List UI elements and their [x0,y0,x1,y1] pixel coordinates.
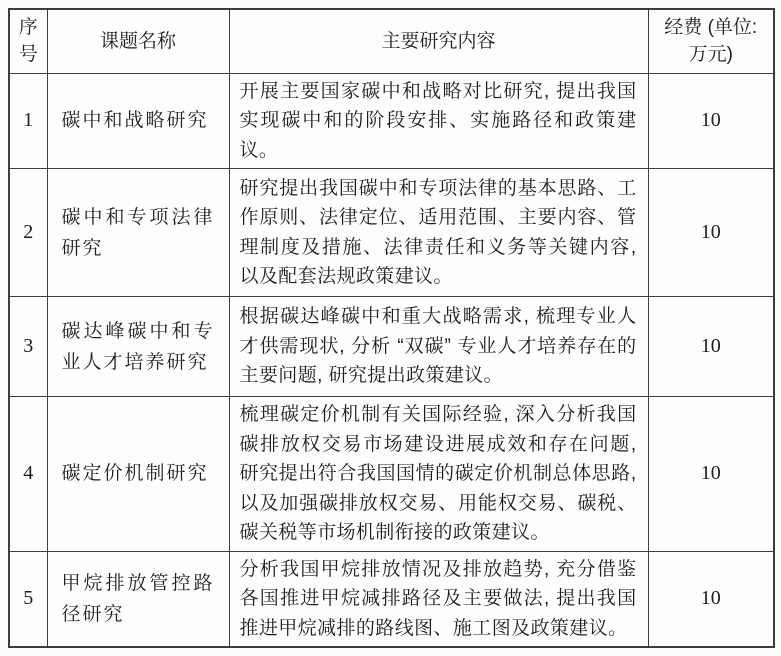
table-row [9,551,774,647]
research-content-cell: 根据碳达峰碳中和重大战略需求, 梳理专业人才供需现状, 分析 “双碳” 专业人才培养存在的主要问题, 研究提出政策建议。 [229,297,648,397]
research-content-cell: 分析我国甲烷排放情况及排放趋势, 充分借鉴各国推进甲烷减排路径及主要做法, 提出我国推进甲烷减排的路线图、施工图及政策建议。 [229,551,648,647]
topic-name-cell: 碳中和专项法律研究 [47,169,229,297]
row-index-cell: 3 [9,297,47,397]
row-index-cell: 5 [9,551,47,647]
topic-name-cell: 碳定价机制研究 [47,397,229,552]
header-index: 序号 [9,9,47,73]
topic-name-cell: 碳达峰碳中和专业人才培养研究 [47,297,229,397]
topic-name-cell: 碳中和战略研究 [47,73,229,169]
budget-cell: 10 [648,169,774,297]
row-index-cell: 2 [9,169,47,297]
header-budget: 经费 (单位: 万元) [648,9,774,73]
budget-cell: 10 [648,297,774,397]
research-content-cell: 开展主要国家碳中和战略对比研究, 提出我国实现碳中和的阶段安排、实施路径和政策建议。 [229,73,648,169]
header-topic-name: 课题名称 [47,9,229,73]
budget-cell: 10 [648,73,774,169]
table-header-row [9,9,774,73]
research-topics-table [8,8,775,648]
table-row [9,73,774,169]
row-index-cell: 4 [9,397,47,552]
table-row [9,397,774,552]
table-row [9,169,774,297]
row-index-cell: 1 [9,73,47,169]
header-research-content: 主要研究内容 [229,9,648,73]
topic-name-cell: 甲烷排放管控路径研究 [47,551,229,647]
table-row [9,297,774,397]
budget-cell: 10 [648,551,774,647]
research-content-cell: 梳理碳定价机制有关国际经验, 深入分析我国碳排放权交易市场建设进展成效和存在问题, 研究提出符合我国国情的碳定价机制总体思路, 以及加强碳排放权交易、用能权交易、碳税、碳关税等市场机制衔接的政策建议。 [229,397,648,552]
research-content-cell: 研究提出我国碳中和专项法律的基本思路、工作原则、法律定位、适用范围、主要内容、管理制度及措施、法律责任和义务等关键内容, 以及配套法规政策建议。 [229,169,648,297]
budget-cell: 10 [648,397,774,552]
